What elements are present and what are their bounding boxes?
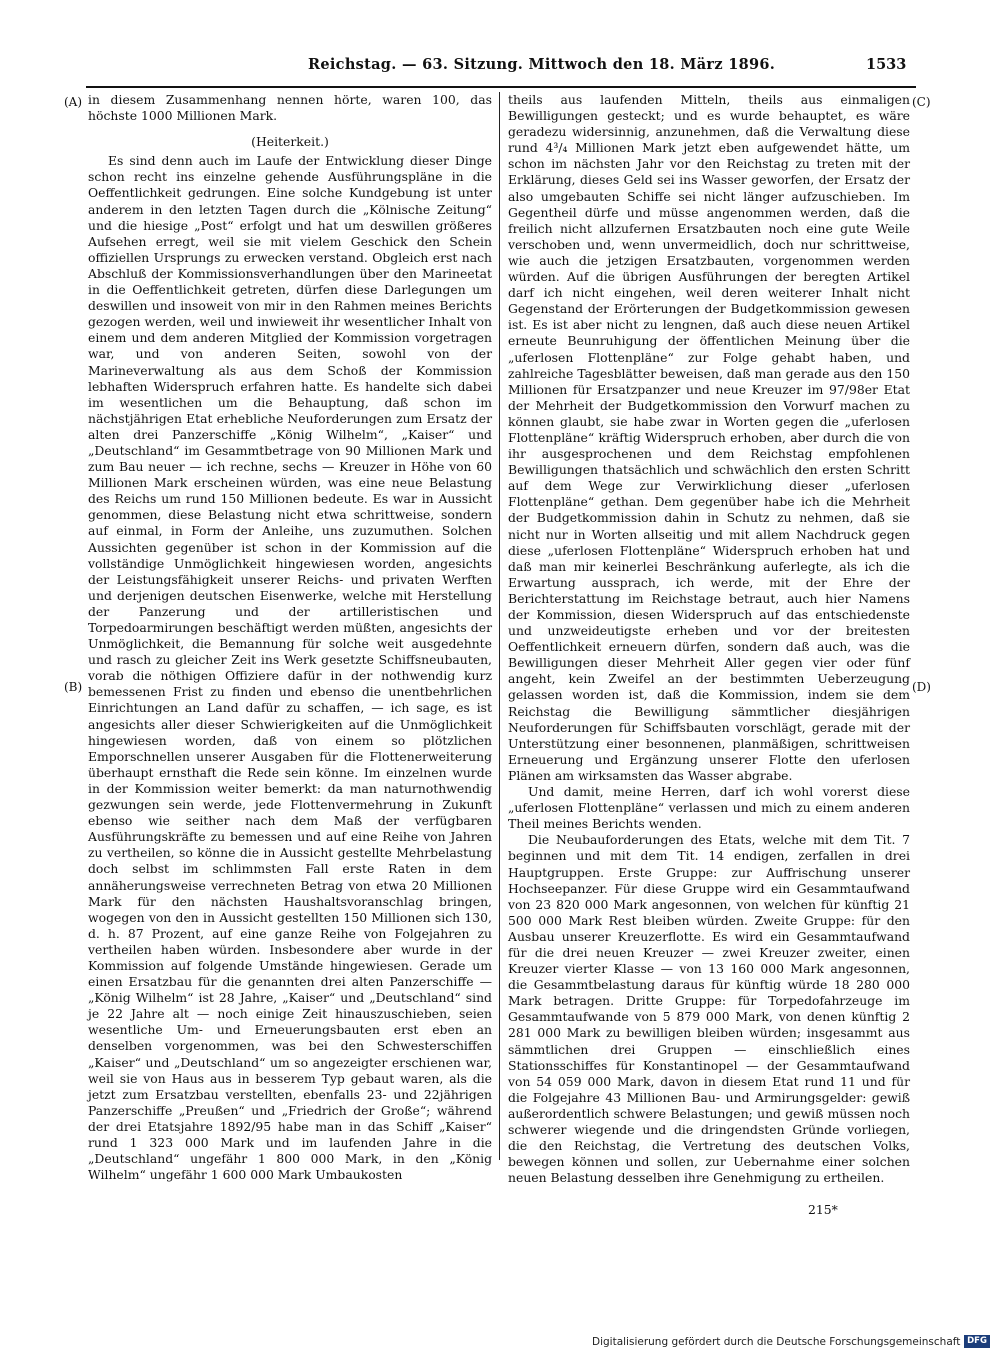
left-column <box>88 92 492 1183</box>
margin-marker-a: (A) <box>64 95 83 109</box>
right-paragraph-3: Die Neubauforderungen des Etats, welche mit dem Tit. 7 beginnen und mit dem Tit. 14 endigen, zerfallen in drei Hauptgruppen. Erste Gruppe: zur Auffrischung unserer Hochseepanzer. Für diese Gruppe wird ein Gesammtaufwand von 23 820 000 Mark angesonnen, von welchen für künftig 21 500 000 Mark Rest bleiben würden. Zweite Gruppe: für den Ausbau unserer Kreuzerflotte. Es wird ein Gesammtaufwand für die drei neuen Kreuzer — zwei Kreuzer zweiter, einen Kreuzer vierter Klasse — von 13 160 000 Mark angesonnen, die Gesammtbelastung daraus für künftig würde 18 280 000 Mark betragen. Dritte Gruppe: für Torpedofahrzeuge im Gesammtaufwande von 5 879 000 Mark, von denen künftig 2 281 000 Mark zu bewilligen bleiben würden; insgesammt aus sämmtlichen drei Gruppen — einschließlich eines Stationsschiffes für Konstantinopel — der Gesammtaufwand von 54 059 000 Mark, davon in diesem Etat rund 11 und für die Folgejahre 43 Millionen Bau- und Armirungsgelder: gewiß außerordentlich schwere Belastungen; und gewiß müssen noch schwerer wiegende und die dringendsten Gründe vorliegen, die den Reichstag, die Vertretung des deutschen Volks, bewegen können und sollen, zur Uebernahme einer solchen neuen Belastung desselben ihre Genehmigung zu ertheilen. <box>508 832 910 1186</box>
right-paragraph-1: theils aus laufenden Mitteln, theils aus einmaligen Bewilligungen gesteckt; und es wurde behauptet, es wäre geradezu widersinnig, anzunehmen, daß die Verwaltung diese rund 4³/₄ Millionen Mark jetzt eben aufgewendet hätte, um schon im nächsten Jahr vor den Reichstag zu treten mit der Erklärung, dieses Geld sei ins Wasser geworfen, der Ersatz der also umgebauten Schiffe sei nicht länger aufzuschieben. Im Gegentheil dürfe und müsse angenommen werden, daß die freilich nicht allzufernen Ersatzbauten noch eine gute Weile verschoben und, wenn unvermeidlich, doch nur schrittweise, wie auch die jetzigen Ersatzbauten, vorgenommen werden würden. Auf die übrigen Ausführungen der beregten Artikel darf ich nicht eingehen, weil deren weiterer Inhalt nicht Gegenstand der Erörterungen der Budgetkommission gewesen ist. Es ist aber nicht zu lengnen, daß auch diese neuen Artikel erneute Beunruhigung der öffentlichen Meinung über die „uferlosen Flottenpläne“ zur Folge gehabt haben, und zahlreiche Tagesblätter beweisen, daß man gerade aus den 150 Millionen für Ersatzpanzer und neue Kreuzer im 97/98er Etat der Mehrheit der Budgetkommission den Vorwurf machen zu können glaubt, sie habe zwar in Worten gegen die „uferlosen Flottenpläne“ kräftig Widerspruch erhoben, aber durch die von ihr ausgesprochenen und dem Reichstag empfohlenen Bewilligungen thatsächlich und schwächlich den ersten Schritt auf dem Wege zur Verwirklichung dieser „uferlosen Flottenpläne“ gethan. Dem gegenüber habe ich die Mehrheit der Budgetkommission dahin in Schutz zu nehmen, daß sie nicht nur in Worten allseitig und mit allem Nachdruck gegen diese „uferlosen Flottenpläne“ Widerspruch erhoben hat und daß man mir keinerlei Beschränkung auferlegte, als ich die Erwartung aussprach, ich werde, mit der Ehre der Berichterstattung im Reichstage betraut, auch hier Namens der Kommission, diesen Widerspruch auf das entschiedenste und unzweideutigste erheben und vor der breitesten Oeffentlichkeit erneuern dürfen, sondern daß auch, was die Bewilligungen dieser Mehrheit Aller gegen vier oder fünf angeht, kein Zweifel an der bestimmten Ueberzeugung gelassen worden ist, daß die Kommission, indem sie dem Reichstag die Bewilligung sämmtlicher diesjährigen Neuforderungen für Schiffsbauten vorschlägt, gerade mit der Unterstützung einer besonnenen, planmäßigen, schrittweisen Erneuerung und Ergänzung unserer Flotte den uferlosen Plänen am wirksamsten das Wasser abgrabe. <box>508 92 910 783</box>
header-rule <box>86 86 916 88</box>
page-header <box>0 56 1000 78</box>
margin-marker-b: (B) <box>64 680 83 694</box>
interjection: (Heiterkeit.) <box>251 134 329 150</box>
left-paragraph-1: in diesem Zusammenhang nennen hörte, waren 100, das höchste 1000 Millionen Mark. <box>88 92 492 124</box>
running-title: Reichstag. — 63. Sitzung. Mittwoch den 18. März 1896. <box>308 56 776 73</box>
column-divider <box>499 92 500 1160</box>
margin-marker-c: (C) <box>912 95 931 109</box>
right-column <box>508 92 910 1186</box>
left-paragraph-2: Es sind denn auch im Laufe der Entwicklung dieser Dinge schon recht ins einzelne gehende Ausführungspläne in die Oeffentlichkeit gedrungen. Eine solche Kundgebung ist unter anderem in den letzten Tagen durch die „Kölnische Zeitung“ und die hiesige „Post“ erfolgt und hat um deswillen größeres Aufsehen erregt, weil sie mit vielem Geschick den Schein offiziellen Ursprungs zu erwecken verstand. Obgleich erst nach Abschluß der Kommissionsverhandlungen über den Marineetat in die Oeffentlichkeit getreten, dürfen diese Darlegungen um deswillen und insoweit von mir in den Rahmen meines Berichts gezogen werden, weil und inwieweit ihr wesentlicher Inhalt von einem und dem anderen Mitglied der Kommission vorgetragen war, und von anderen Seiten, sowohl von der Marineverwaltung als aus dem Schoß der Kommission lebhaften Widerspruch erfahren hatte. Es handelte sich dabei im wesentlichen um die Behauptung, daß schon im nächstjährigen Etat erhebliche Neuforderungen zum Ersatz der alten drei Panzerschiffe „König Wilhelm“, „Kaiser“ und „Deutschland“ im Gesammtbetrage von 90 Millionen Mark und zum Bau neuer — ich rechne, sechs — Kreuzer in Höhe von 60 Millionen Mark erscheinen würden, was eine neue Belastung des Reichs um rund 150 Millionen bedeute. Es war in Aussicht genommen, diese Belastung nicht etwa schrittweise, sondern auf einmal, in Form der Anleihe, uns zuzumuthen. Solchen Aussichten gegenüber ist schon in der Kommission auf die vollständige Unmöglichkeit hingewiesen worden, angesichts der Leistungsfähigkeit unserer Reichs- und privaten Werften und derjenigen deutschen Eisenwerke, welche mit Herstellung der Panzerung und der artilleristischen und Torpedoarmirungen beschäftigt werden müßten, angesichts der Unmöglichkeit, die Bemannung für solche weit ausgedehnte und rasch zu gleicher Zeit ins Werk gesetzte Schiffsneubauten, vorab die nöthigen Offiziere dafür in der nothwendig kurz bemessenen Frist zu finden und ebenso die unentbehrlichen Einrichtungen an Land dafür zu schaffen, — ich sage, es ist angesichts aller dieser Schwierigkeiten auf die Unmöglichkeit hingewiesen worden, daß von einem so plötzlichen Emporschnellen unserer Ausgaben für die Flottenerweiterung überhaupt ernsthaft die Rede sein könne. Im einzelnen wurde in der Kommission weiter bemerkt: da man naturnothwendig gezwungen sein werde, jede Flottenvermehrung in Zukunft ebenso wie seither nach dem Maß der verfügbaren Ausführungskräfte zu bemessen und auf eine Reihe von Jahren zu vertheilen, so könne die in Aussicht gestellte Mehrbelastung doch selbst im schlimmsten Fall erste Raten in dem annäherungsweise verrechneten Betrag von etwa 20 Millionen Mark für den nächsten Haushaltsvoranschlag bringen, wogegen von den in Aussicht gestellten 150 Millionen sich 130, d. h. 87 Prozent, auf eine ganze Reihe von Folgejahren zu vertheilen haben würden. Insbesondere aber wurde in der Kommission auf folgende Umstände hingewiesen. Gerade um einen Ersatzbau für die genannten drei alten Panzerschiffe — „König Wilhelm“ ist 28 Jahre, „Kaiser“ und „Deutschland“ sind je 22 Jahre alt — noch einige Zeit hinauszuschieben, seien wesentliche Um- und Erneuerungsbauten erst eben an denselben vorgenommen, was bei den Schwesterschiffen „Kaiser“ und „Deutschland“ um so angezeigter erschienen war, weil sie von Haus aus in besserem Typ gebaut waren, als die jetzt zum Ersatzbau verstellten, ebenfalls 23- und 22jährigen Panzerschiffe „Preußen“ und „Friedrich der Große“; während der drei Etatsjahre 1892/95 habe man in das Schiff „Kaiser“ rund 1 323 000 Mark und im laufenden Jahre in die „Deutschland“ ungefähr 1 800 000 Mark, in den „König Wilhelm“ ungefähr 1 600 000 Mark Umbaukosten <box>88 153 492 1183</box>
dfg-logo-icon: DFG <box>964 1335 990 1348</box>
margin-marker-d: (D) <box>912 680 931 694</box>
sheet-signature: 215* <box>808 1202 838 1217</box>
page-number: 1533 <box>866 56 907 73</box>
right-paragraph-2: Und damit, meine Herren, darf ich wohl vorerst diese „uferlosen Flottenpläne“ verlassen und mich zu einem anderen Theil meines Berichts wenden. <box>508 784 910 832</box>
digitization-credit: Digitalisierung gefördert durch die Deutsche Forschungsgemeinschaft <box>592 1336 961 1348</box>
